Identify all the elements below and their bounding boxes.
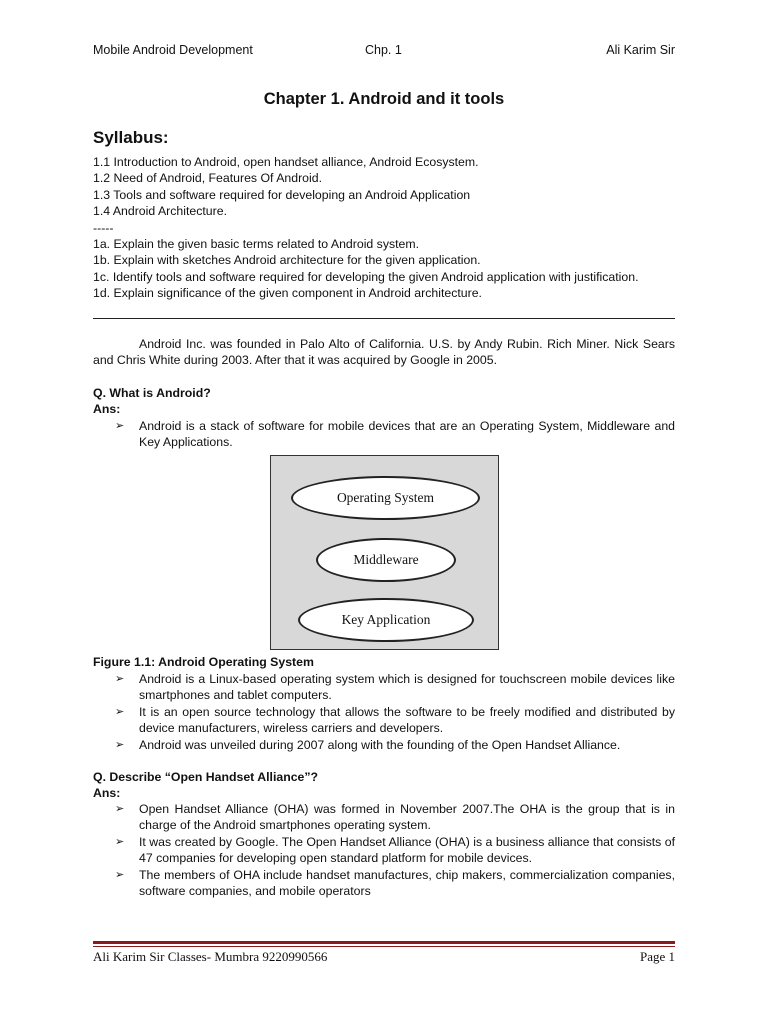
list-item: ➢ It is an open source technology that allows the software to be freely modified and distributed by device manufacturers, wireless carriers and developers. xyxy=(115,704,675,736)
q2-bullets xyxy=(115,801,675,899)
question-what-is-android: Q. What is Android? xyxy=(93,386,211,400)
page-number: Page 1 xyxy=(639,949,675,964)
syllabus-item: 1.3 Tools and software required for developing an Android Application xyxy=(93,187,471,202)
answer-label: Ans: xyxy=(93,786,121,800)
outcome-item: 1b. Explain with sketches Android architecture for the given application. xyxy=(93,253,481,268)
intro-paragraph: Android Inc. was founded in Palo Alto of California. U.S. by Andy Rubin. Rich Miner. Nick Sears and Chris White during 2003. After that it was acquired by Google in 2005. xyxy=(93,337,675,368)
list-item: ➢ Android is a stack of software for mobile devices that are an Operating System, Middleware and Key Applications. xyxy=(115,419,675,450)
arrow-bullet-icon: ➢ xyxy=(115,803,125,815)
arrow-bullet-icon: ➢ xyxy=(115,673,125,685)
android-stack-figure xyxy=(270,455,499,650)
syllabus-item: 1.4 Android Architecture. xyxy=(93,204,227,219)
answer-label: Ans: xyxy=(93,402,121,416)
list-item: ➢ Open Handset Alliance (OHA) was formed in November 2007.The OHA is the group that is in charge of the Android smartphones operating system. xyxy=(115,802,675,833)
outcome-item: 1c. Identify tools and software required for developing the given Android application with justification. xyxy=(93,269,639,284)
arrow-bullet-icon: ➢ xyxy=(115,835,125,848)
layer-operating-system: Operating System xyxy=(291,476,480,520)
syllabus-divider: ----- xyxy=(93,220,114,235)
arrow-bullet-icon: ➢ xyxy=(115,705,125,718)
question-open-handset-alliance: Q. Describe “Open Handset Alliance”? xyxy=(93,770,319,784)
outcome-item: 1d. Explain significance of the given component in Android architecture. xyxy=(93,286,482,301)
arrow-bullet-icon: ➢ xyxy=(115,420,125,432)
list-item: ➢ It was created by Google. The Open Handset Alliance (OHA) is a business alliance that consists of 47 companies for developing open standard platform for mobile devices. xyxy=(115,834,675,866)
q1-bullets xyxy=(115,418,675,451)
header-course: Mobile Android Development xyxy=(93,43,253,57)
list-item: ➢ Android was unveiled during 2007 along with the founding of the Open Handset Alliance. xyxy=(115,737,621,752)
layer-middleware: Middleware xyxy=(316,538,456,582)
section-divider xyxy=(93,318,675,319)
syllabus-list xyxy=(93,154,675,302)
figure-bullets xyxy=(115,671,675,753)
syllabus-heading: Syllabus: xyxy=(93,128,169,147)
chapter-title: Chapter 1. Android and it tools xyxy=(263,90,505,108)
list-item: ➢ The members of OHA include handset manufactures, chip makers, commercialization companies, software companies, and mobile operators xyxy=(115,867,675,899)
arrow-bullet-icon: ➢ xyxy=(115,738,125,751)
syllabus-item: 1.1 Introduction to Android, open handset alliance, Android Ecosystem. xyxy=(93,155,479,169)
footer-divider xyxy=(93,941,675,944)
outcome-item: 1a. Explain the given basic terms related to Android system. xyxy=(93,236,420,251)
figure-caption: Figure 1.1: Android Operating System xyxy=(93,655,314,669)
list-item: ➢ Android is a Linux-based operating system which is designed for touchscreen mobile devices like smartphones and tablet computers. xyxy=(115,672,675,703)
arrow-bullet-icon: ➢ xyxy=(115,868,125,881)
header-author: Ali Karim Sir xyxy=(606,43,675,57)
footer-classes: Ali Karim Sir Classes- Mumbra 9220990566 xyxy=(93,949,328,964)
header-chapter: Chp. 1 xyxy=(365,43,402,57)
page-header xyxy=(93,43,675,59)
syllabus-item: 1.2 Need of Android, Features Of Android. xyxy=(93,171,322,186)
footer-divider-thin xyxy=(93,946,675,947)
layer-key-application: Key Application xyxy=(298,598,474,642)
